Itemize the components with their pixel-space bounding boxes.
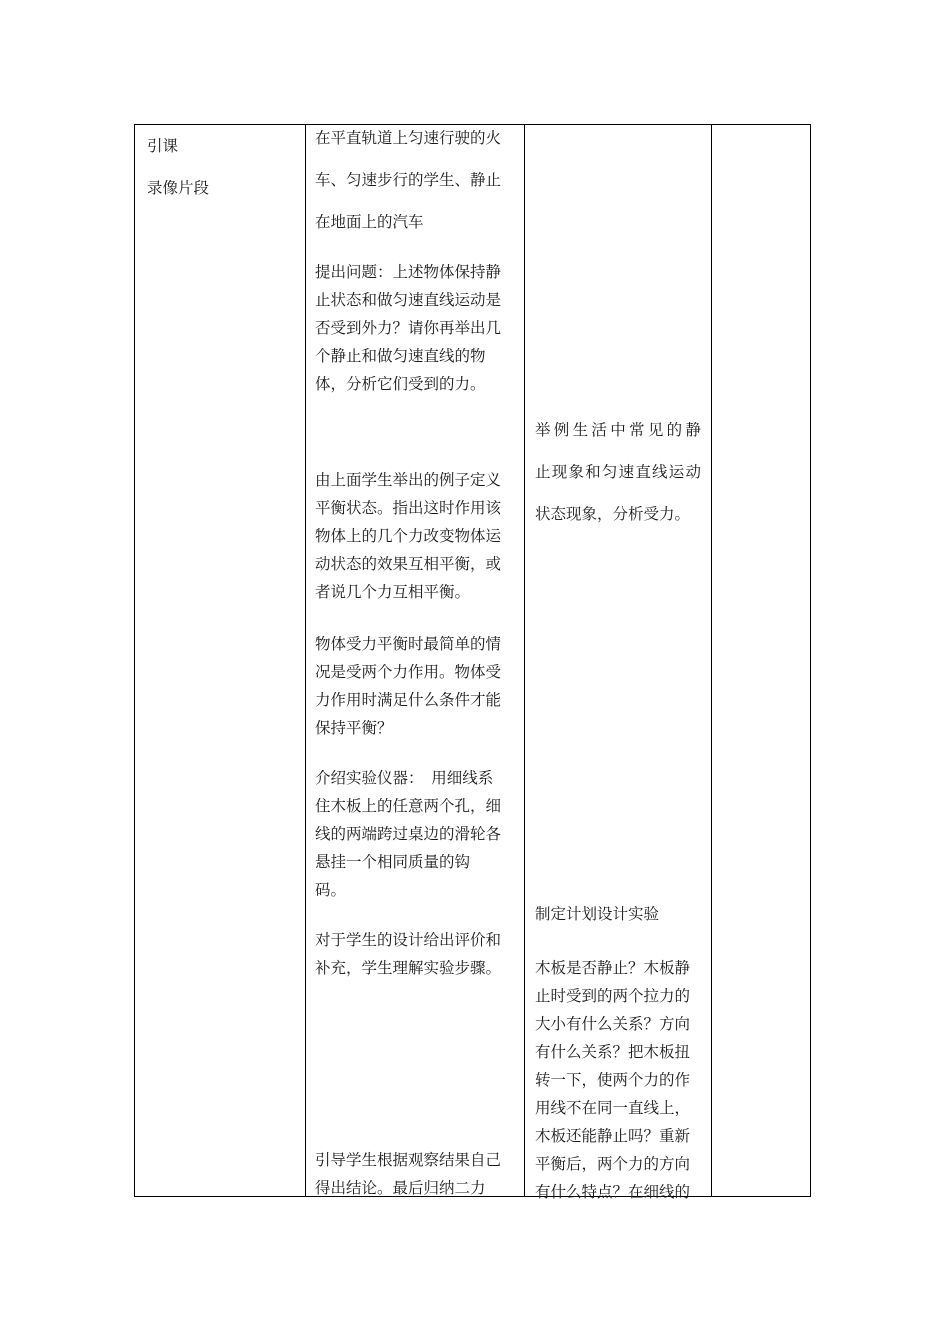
text-line: 体，分析它们受到的力。 (315, 375, 486, 393)
text-line: 否受到外力？请你再举出几 (315, 319, 502, 337)
text-line: 车、匀速步行的学生、静止 (315, 171, 502, 189)
stage-column (135, 125, 306, 1196)
student-activity-column (525, 125, 712, 1201)
text-line: 线的两端跨过桌边的滑轮各 (315, 825, 502, 843)
intro-text (315, 117, 501, 243)
text-line: 平衡后，两个力的方向 (535, 1155, 691, 1173)
examples-text (535, 409, 701, 535)
text-line: 在平直轨道上匀速行驶的火 (315, 129, 502, 147)
definition-text (315, 466, 501, 606)
text-line: 补充，学生理解实验步骤。 (315, 959, 502, 977)
guide-text (315, 1146, 501, 1202)
text-line: 对于学生的设计给出评价和 (315, 931, 502, 949)
text-line: 止时受到的两个拉力的 (535, 987, 691, 1005)
text-line: 由上面学生举出的例子定义 (315, 471, 502, 489)
text-line: 者说几个力互相平衡。 (315, 583, 471, 601)
text-line: 举例生活中常见的静 (535, 421, 701, 439)
text-line: 码。 (315, 881, 347, 899)
text-line: 制定计划设计实验 (535, 905, 660, 923)
text-line: 物体上的几个力改变物体运 (315, 527, 502, 545)
text-line: 动状态的效果互相平衡，或 (315, 555, 502, 573)
text-line: 在地面上的汽车 (315, 213, 424, 231)
text-line: 个静止和做匀速直线的物 (315, 347, 486, 365)
plan-text (535, 900, 659, 928)
text-line: 悬挂一个相同质量的钩 (315, 853, 471, 871)
text-line: 止现象和匀速直线运动 (535, 463, 701, 481)
lesson-plan-table (134, 124, 811, 1201)
question-text (315, 258, 501, 398)
text-line: 状态现象，分析受力。 (535, 505, 691, 523)
inquiry-text (535, 954, 690, 1206)
text-line: 住木板上的任意两个孔，细 (315, 797, 502, 815)
text-line: 木板是否静止？木板静 (535, 959, 691, 977)
text-line: 提出问题：上述物体保持静 (315, 263, 502, 281)
text-line: 平衡状态。指出这时作用该 (315, 499, 502, 517)
text-line: 引导学生根据观察结果自己 (315, 1151, 502, 1169)
text-line: 介绍实验仪器： 用细线系 (315, 769, 494, 787)
text-line: 得出结论。最后归纳二力 (315, 1179, 486, 1197)
text-line: 保持平衡？ (315, 719, 393, 737)
stage-text (147, 125, 209, 209)
stage-line: 引课 (147, 137, 179, 155)
text-line: 有什么特点？在细线的 (535, 1183, 691, 1201)
text-line: 转一下，使两个力的作 (535, 1071, 691, 1089)
stage-line: 录像片段 (147, 179, 210, 197)
text-line: 用线不在同一直线上， (535, 1099, 691, 1117)
text-line: 木板还能静止吗？重新 (535, 1127, 691, 1145)
text-line: 有什么关系？把木板扭 (535, 1043, 691, 1061)
teacher-activity-column (306, 125, 525, 1196)
text-line: 止状态和做匀速直线运动是 (315, 291, 502, 309)
notes-column (712, 125, 812, 1196)
evaluation-text (315, 926, 501, 982)
text-line: 物体受力平衡时最简单的情 (315, 635, 502, 653)
text-line: 力作用时满足什么条件才能 (315, 691, 502, 709)
text-line: 大小有什么关系？方向 (535, 1015, 691, 1033)
simplest-case-text (315, 630, 501, 742)
apparatus-text (315, 764, 501, 904)
text-line: 况是受两个力作用。物体受 (315, 663, 502, 681)
